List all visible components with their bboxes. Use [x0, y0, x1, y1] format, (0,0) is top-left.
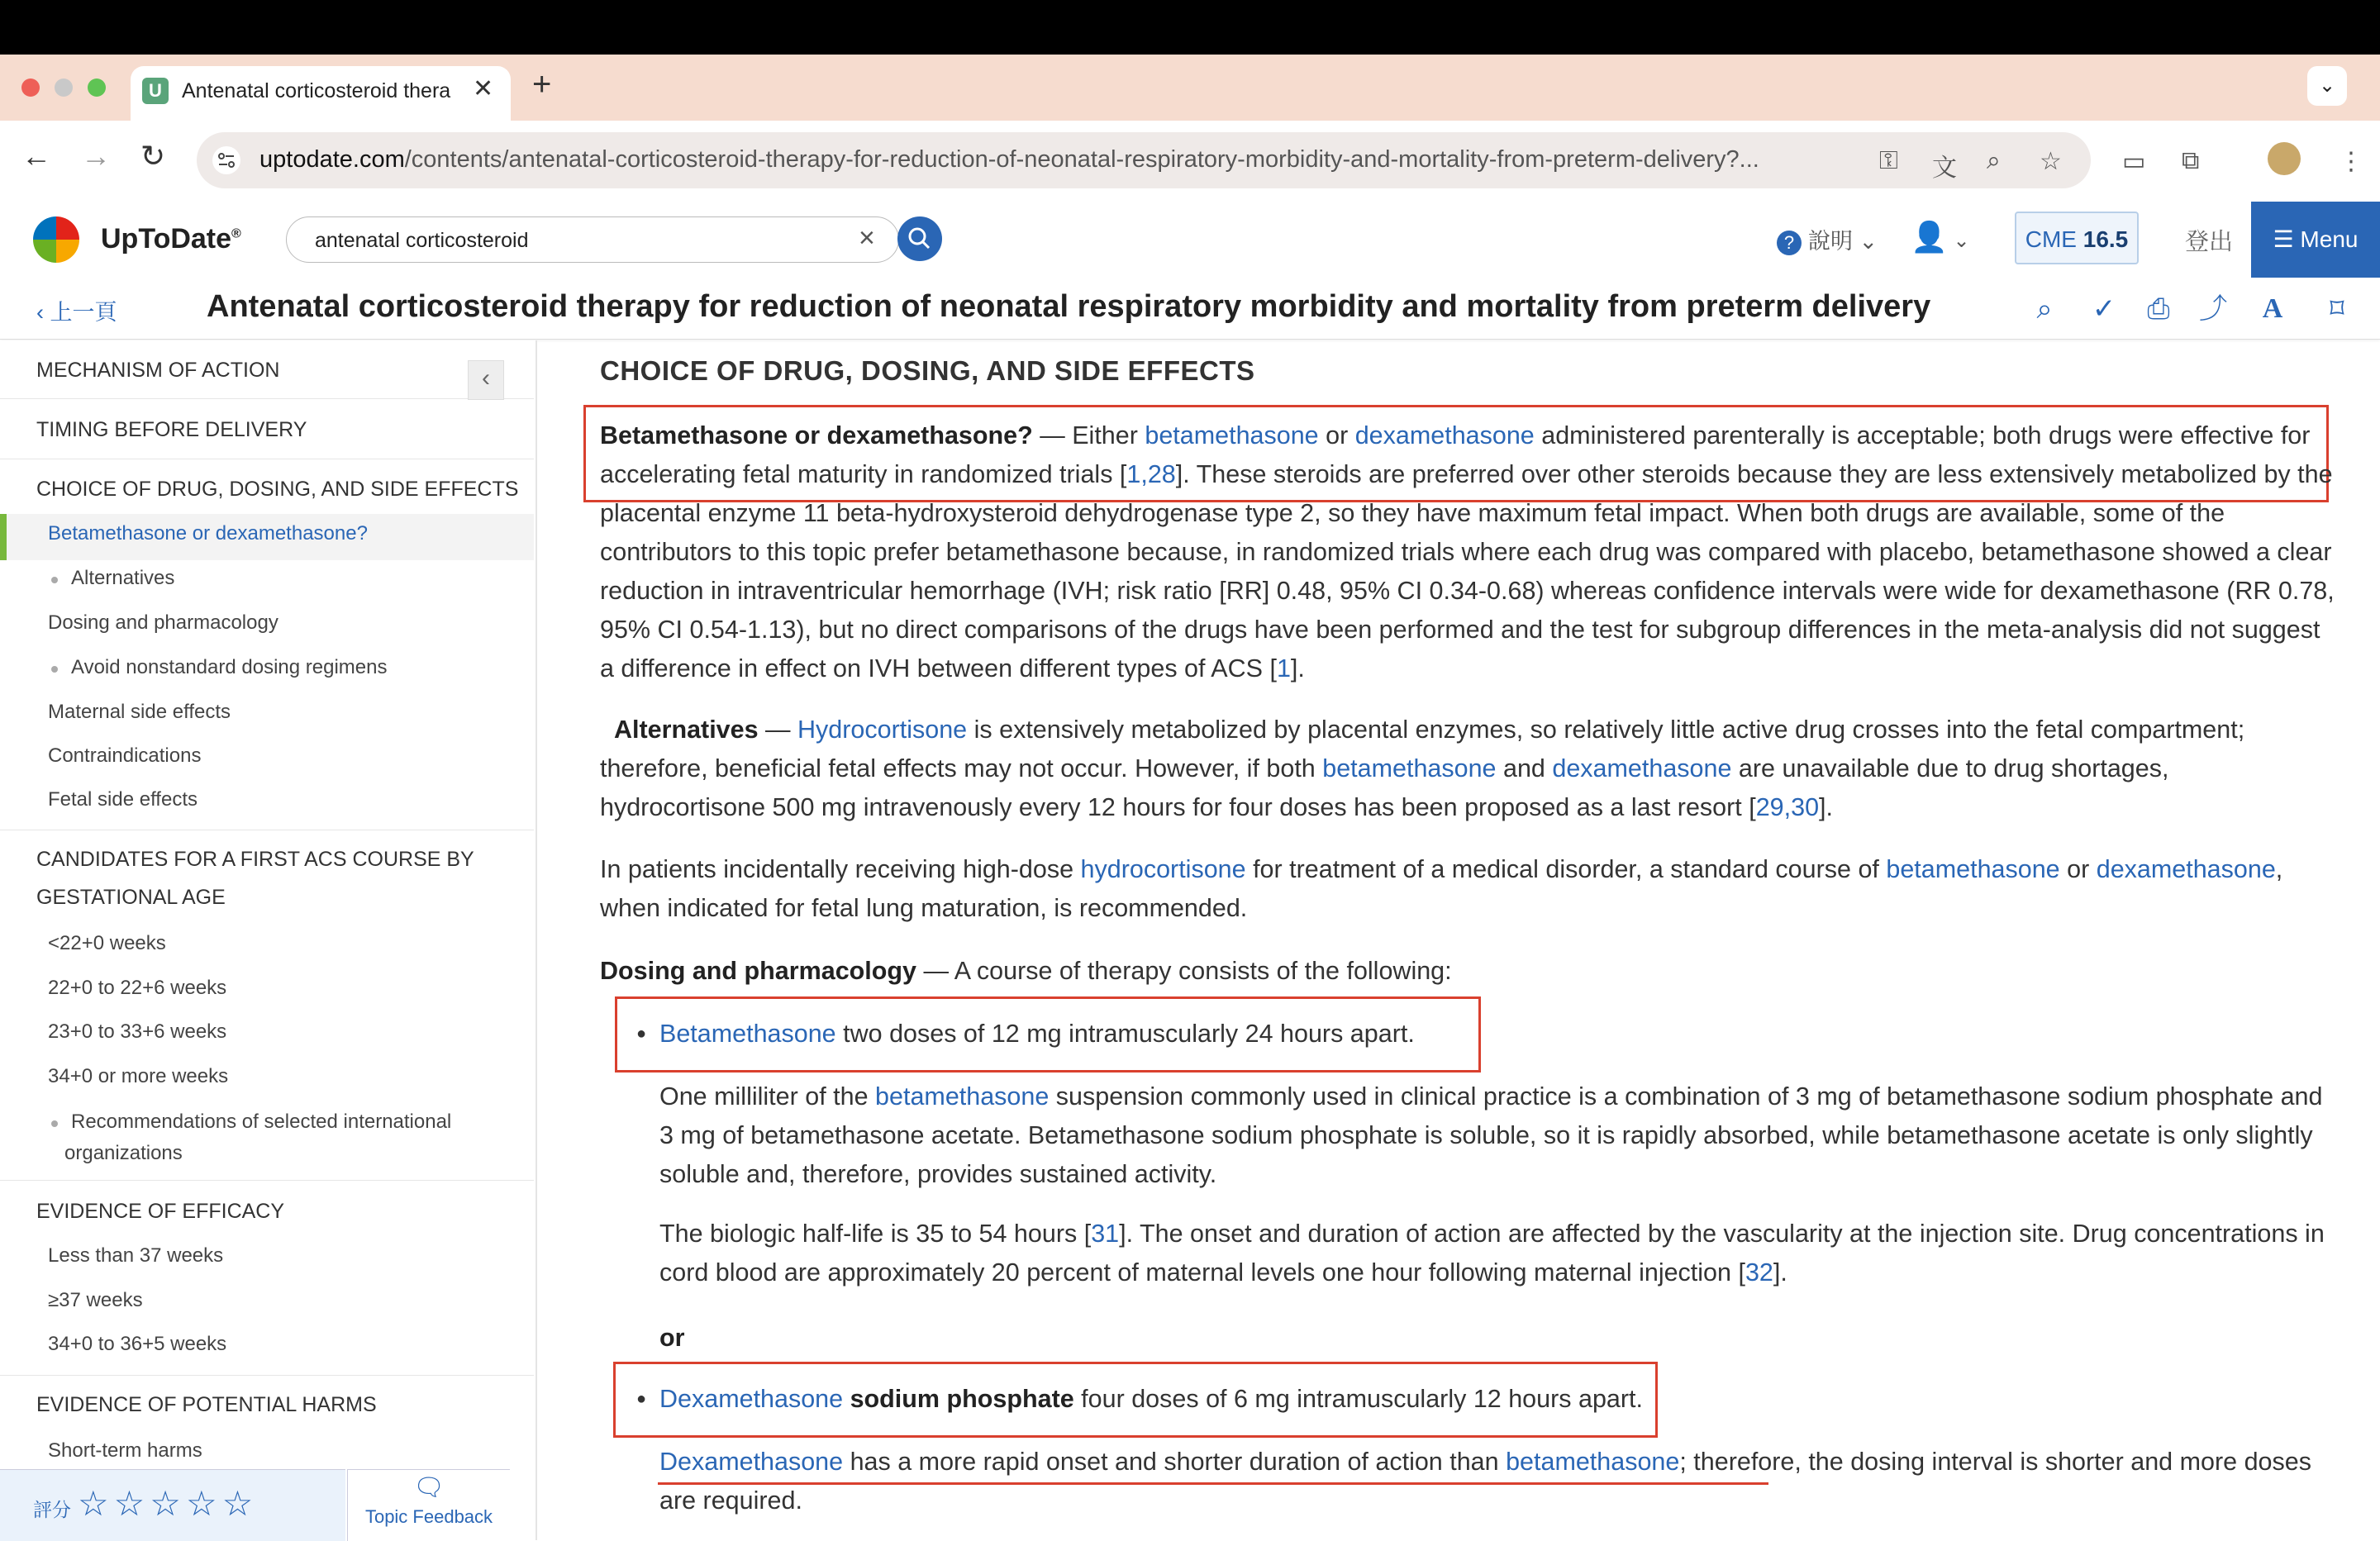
- minimize-window-button[interactable]: [55, 78, 73, 97]
- toc-section[interactable]: CANDIDATES FOR A FIRST ACS COURSE BY: [36, 848, 474, 871]
- bookmark-icon[interactable]: ⌑: [2330, 293, 2344, 325]
- back-arrow-icon[interactable]: ←: [21, 139, 51, 173]
- close-tab-icon[interactable]: ✕: [473, 75, 494, 102]
- extension-chat-icon[interactable]: ▭: [2122, 148, 2146, 175]
- drug-link-dexamethasone[interactable]: dexamethasone: [2096, 855, 2276, 883]
- profile-avatar-icon[interactable]: [2268, 142, 2301, 175]
- browser-tab-active[interactable]: [131, 66, 511, 121]
- rating-stars-icon[interactable]: ☆☆☆☆☆: [78, 1484, 259, 1523]
- toc-subitem[interactable]: Avoid nonstandard dosing regimens: [71, 656, 388, 678]
- toc-item[interactable]: Less than 37 weeks: [48, 1244, 224, 1267]
- toc-item[interactable]: 23+0 to 33+6 weeks: [48, 1020, 227, 1043]
- cme-credit-badge[interactable]: CME 16.5: [2015, 212, 2139, 264]
- uptodate-logo-icon[interactable]: [33, 216, 79, 263]
- toc-item[interactable]: ≥37 weeks: [48, 1289, 143, 1311]
- table-of-contents: [0, 340, 537, 1540]
- drug-link-dexamethasone[interactable]: dexamethasone: [1552, 754, 1732, 782]
- search-icon: [897, 216, 942, 261]
- brand-name[interactable]: UpToDate®: [101, 223, 241, 254]
- user-account-dropdown[interactable]: 👤 ⌄: [1911, 220, 1970, 254]
- page-title: Antenatal corticosteroid therapy for reduction of neonatal respiratory morbidity and mortality from preterm delivery: [207, 289, 1931, 324]
- new-tab-button[interactable]: +: [532, 66, 552, 102]
- search-input-value: antenatal corticosteroid: [315, 229, 529, 252]
- reload-icon[interactable]: ↻: [140, 139, 166, 173]
- reference-link[interactable]: 1,28: [1126, 460, 1176, 488]
- drug-link-betamethasone[interactable]: betamethasone: [1506, 1448, 1680, 1476]
- forward-arrow-icon[interactable]: →: [81, 139, 111, 173]
- share-icon[interactable]: ⤴: [2199, 293, 2227, 325]
- drug-link-betamethasone[interactable]: betamethasone: [875, 1082, 1050, 1111]
- close-window-button[interactable]: [21, 78, 40, 97]
- toc-item[interactable]: <22+0 weeks: [48, 932, 166, 954]
- drug-link-betamethasone[interactable]: betamethasone: [1145, 421, 1319, 449]
- reference-link[interactable]: 29,30: [1755, 793, 1820, 821]
- uptodate-favicon-icon: U: [142, 78, 169, 104]
- drug-link-dexamethasone[interactable]: Dexamethasone: [659, 1385, 844, 1413]
- translate-icon[interactable]: 文: [1932, 155, 1957, 182]
- help-icon: ?: [1777, 231, 1802, 255]
- or-separator: or: [659, 1324, 685, 1352]
- feedback-speech-bubble-icon: 🗨: [412, 1474, 445, 1501]
- reference-link[interactable]: 31: [1091, 1220, 1120, 1248]
- address-bar[interactable]: [197, 132, 2091, 188]
- toc-item[interactable]: 34+0 or more weeks: [48, 1065, 229, 1087]
- topic-feedback-label: Topic Feedback: [364, 1506, 493, 1527]
- paragraph-dexamethasone-onset: Dexamethasone has a more rapid onset and shorter duration of action than betamethasone; therefore, the dosing interval is shorter and more doses are required.: [659, 1448, 2311, 1515]
- paragraph-betamethasone-suspension: One milliliter of the betamethasone suspension commonly used in clinical practice is a combination of 3 mg of betamethasone sodium phosphate and 3 mg of betamethasone acetate. Betamethasone sodium phosphate is soluble, so it is rapidly absorbed, while betamethasone acetate is only slightly soluble and, therefore, provides sustained activity.: [659, 1082, 2323, 1188]
- password-key-icon[interactable]: ⚿: [1879, 147, 1898, 174]
- bullet-betamethasone: ● Betamethasone two doses of 12 mg intramuscularly 24 hours apart.: [659, 1015, 2337, 1053]
- toc-section[interactable]: EVIDENCE OF EFFICACY: [36, 1200, 285, 1223]
- paragraph-half-life: The biologic half-life is 35 to 54 hours [31]. The onset and duration of action are affected by the vascularity at the injection site. Drug concentrations in cord blood are approximately 20 percent of maternal levels one hour following maternal injection [32].: [659, 1220, 2325, 1287]
- menu-button[interactable]: ☰ Menu: [2251, 202, 2380, 278]
- toc-item[interactable]: Maternal side effects: [48, 701, 231, 723]
- reference-link[interactable]: 32: [1745, 1258, 1773, 1287]
- toc-section[interactable]: EVIDENCE OF POTENTIAL HARMS: [36, 1393, 377, 1416]
- help-dropdown[interactable]: ? 說明 ⌄: [1777, 223, 1878, 255]
- url-text: uptodate.com/contents/antenatal-corticosteroid-therapy-for-reduction-of-neonatal-respiratory-morbidity-and-mortality-from-preterm-delivery?...: [259, 146, 1759, 173]
- rating-widget: [0, 1469, 345, 1541]
- tab-search-chevron-icon[interactable]: ⌄: [2307, 66, 2347, 106]
- reference-link[interactable]: 1: [1276, 654, 1291, 683]
- drug-link-dexamethasone[interactable]: Dexamethasone: [659, 1448, 844, 1476]
- drug-link-betamethasone[interactable]: Betamethasone: [659, 1020, 836, 1048]
- divider: [0, 1180, 534, 1181]
- toc-item[interactable]: Contraindications: [48, 744, 202, 767]
- toc-item[interactable]: Fetal side effects: [48, 788, 198, 811]
- drug-link-hydrocortisone[interactable]: hydrocortisone: [1080, 855, 1246, 883]
- zoom-icon[interactable]: ⌕: [1987, 147, 2001, 174]
- toc-section[interactable]: CHOICE OF DRUG, DOSING, AND SIDE EFFECTS: [36, 478, 519, 501]
- tab-title: Antenatal corticosteroid thera: [182, 79, 451, 102]
- divider: [0, 398, 534, 399]
- toc-item-active[interactable]: Betamethasone or dexamethasone?: [48, 522, 368, 545]
- paragraph-hydrocortisone: In patients incidentally receiving high-dose hydrocortisone for treatment of a medical disorder, a standard course of betamethasone or dexamethasone, when indicated for fetal lung maturation, is recommended.: [600, 855, 2283, 922]
- font-size-icon[interactable]: A: [2262, 293, 2283, 324]
- toc-subitem-continued[interactable]: organizations: [64, 1142, 183, 1164]
- red-underline-annotation: [658, 1482, 1768, 1485]
- drug-link-dexamethasone[interactable]: dexamethasone: [1354, 421, 1535, 449]
- find-in-page-icon[interactable]: ⌕: [2036, 293, 2053, 325]
- toc-section[interactable]: TIMING BEFORE DELIVERY: [36, 418, 307, 441]
- browser-menu-kebab-icon[interactable]: ⋮: [2339, 148, 2363, 175]
- divider: [0, 1375, 534, 1376]
- drug-link-hydrocortisone[interactable]: Hydrocortisone: [797, 716, 968, 744]
- paragraph-dosing: Dosing and pharmacology — A course of therapy consists of the following:: [600, 957, 1452, 985]
- toc-subitem[interactable]: Recommendations of selected international: [71, 1111, 452, 1133]
- bullet-dexamethasone: ● Dexamethasone sodium phosphate four doses of 6 mg intramuscularly 12 hours apart.: [659, 1380, 2337, 1419]
- extensions-puzzle-icon[interactable]: ⧉: [2182, 147, 2200, 174]
- bookmark-star-icon[interactable]: ☆: [2040, 148, 2062, 175]
- toc-item[interactable]: Dosing and pharmacology: [48, 611, 278, 634]
- screen-top-bar: [0, 0, 2380, 55]
- collapse-sidebar-chevron-icon[interactable]: ‹: [468, 360, 504, 400]
- print-icon[interactable]: ⎙: [2147, 293, 2170, 325]
- toc-item[interactable]: 34+0 to 36+5 weeks: [48, 1333, 227, 1355]
- search-input[interactable]: [286, 216, 899, 263]
- toc-section[interactable]: MECHANISM OF ACTION: [36, 359, 280, 382]
- paragraph-alternatives-text: Alternatives — Hydrocortisone is extensively metabolized by placental enzymes, so relatively little active drug crosses into the fetal compartment; therefore, beneficial fetal effects may not occur. However, if both betamethasone and dexamethasone are unavailable due to drug shortages, hydrocortisone 500 mg intravenously every 12 hours for four doses has been proposed as a last resort [29,30].: [600, 716, 2245, 821]
- maximize-window-button[interactable]: [88, 78, 106, 97]
- toc-item[interactable]: 22+0 to 22+6 weeks: [48, 977, 227, 999]
- toc-section-continued[interactable]: GESTATIONAL AGE: [36, 886, 226, 909]
- site-settings-icon[interactable]: [212, 145, 241, 175]
- clear-search-icon[interactable]: ×: [859, 222, 875, 254]
- check-icon[interactable]: ✓: [2092, 293, 2116, 325]
- search-button[interactable]: [897, 216, 942, 261]
- back-link[interactable]: ‹ 上一頁: [36, 300, 117, 325]
- toc-subitem[interactable]: Alternatives: [71, 567, 175, 589]
- topic-feedback-button[interactable]: [347, 1469, 510, 1541]
- paragraph-choice: Betamethasone or dexamethasone? — Either betamethasone or dexamethasone administered parenterally is acceptable; both drugs were effective for accelerating fetal maturity in randomized trials [1,28]. These steroids are preferred over other steroids because they are less extensively metabolized by the placental enzyme 11 beta-hydroxysteroid dehydrogenase type 2, so they have maximum fetal impact. When both drugs are available, some of the contributors to this topic prefer betamethasone because, in randomized trials where each drug was compared with placebo, betamethasone showed a clear reduction in intraventricular hemorrhage (IVH; risk ratio [RR] 0.48, 95% CI 0.34-0.68) whereas confidence intervals were wide for dexamethasone (RR 0.78, 95% CI 0.54-1.13), but no direct comparisons of the drugs have been performed and the test for subgroup differences in the meta-analysis did not suggest a difference in effect on IVH between different types of ACS [1].: [600, 421, 2335, 683]
- drug-link-betamethasone[interactable]: betamethasone: [1322, 754, 1497, 782]
- rating-label: 評分: [33, 1499, 71, 1520]
- drug-link-betamethasone[interactable]: betamethasone: [1886, 855, 2060, 883]
- section-heading: CHOICE OF DRUG, DOSING, AND SIDE EFFECTS: [600, 355, 1255, 386]
- toc-item[interactable]: Short-term harms: [48, 1439, 202, 1462]
- logout-link[interactable]: 登出: [2185, 229, 2234, 255]
